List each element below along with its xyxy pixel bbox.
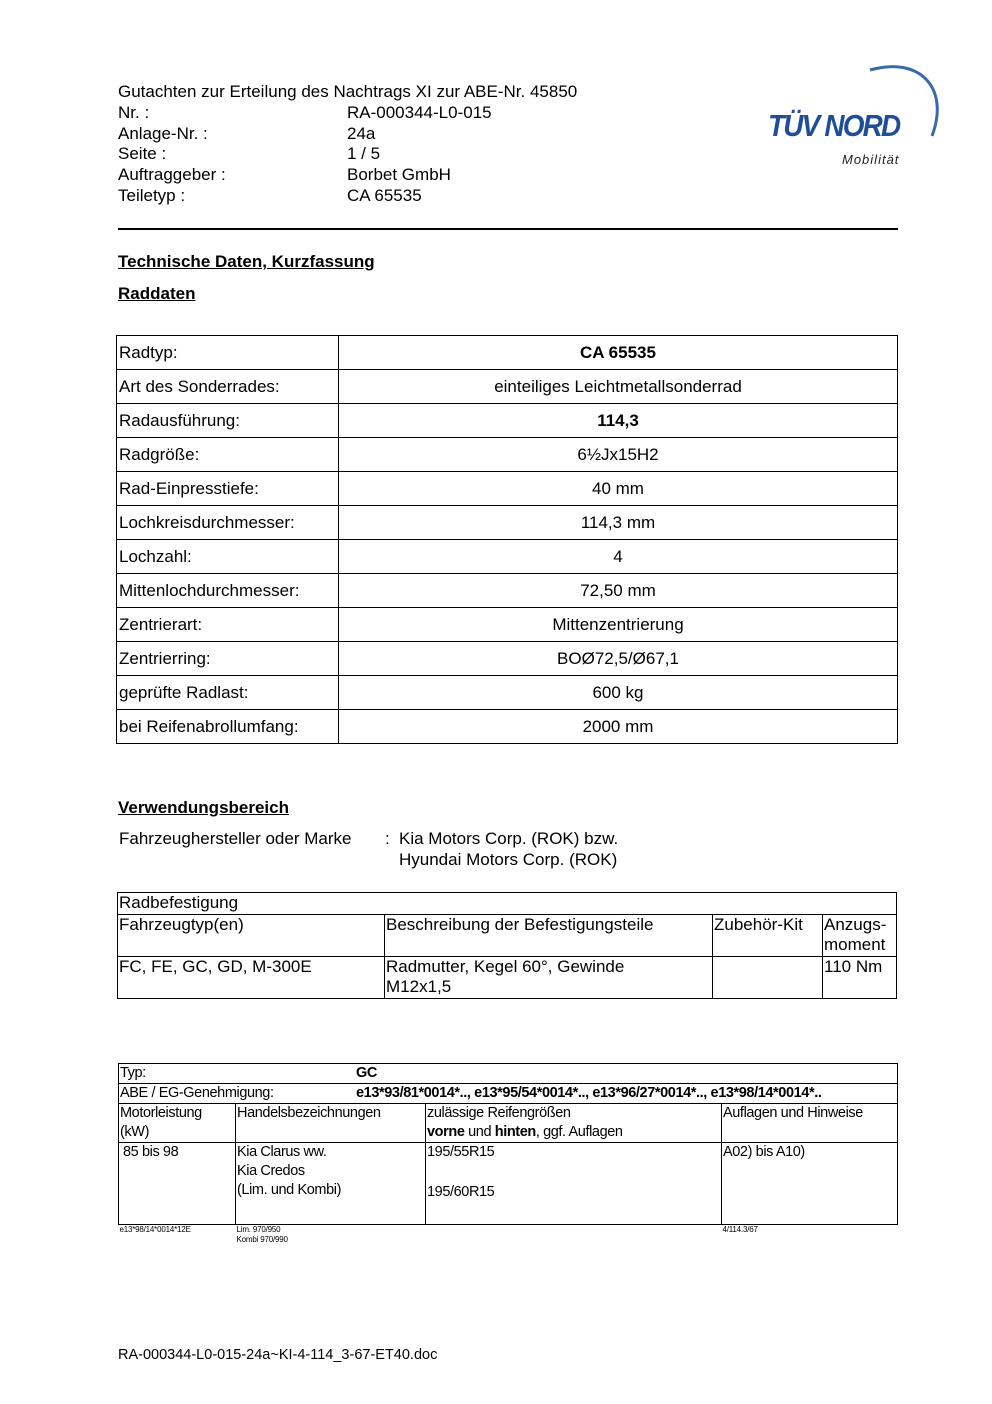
mounting-description [385,956,713,998]
header-value: CA 65535 [347,185,422,205]
header-fahrzeugtyp: Fahrzeugtyp(en) [118,914,385,956]
header-auflagen-hinweise: Auflagen und Hinweise [722,1104,898,1143]
raddaten-label: Rad-Einpresstiefe: [117,472,339,506]
raddaten-label: geprüfte Radlast: [117,676,339,710]
header-motorleistung [119,1104,236,1143]
raddaten-label: Lochzahl: [117,540,339,574]
radbefestigung-table [117,892,897,999]
raddaten-value: 72,50 mm [339,574,898,608]
trade-name: Kia Clarus ww. [237,1144,327,1160]
header-beschreibung: Beschreibung der Befestigungsteile [385,914,713,956]
header-label: Seite : [118,144,167,164]
raddaten-value: 40 mm [339,472,898,506]
table-row [118,956,897,998]
table-row [117,608,898,642]
table-row [117,438,898,472]
abe-row [119,1084,898,1104]
typ-row [119,1064,898,1084]
raddaten-label: Art des Sonderrades: [117,370,339,404]
footer-filename: RA-000344-L0-015-24a~KI-4-114_3-67-ET40.doc [118,1347,438,1363]
table-row [117,642,898,676]
header-reifen-line-2 [427,1123,720,1142]
tyre-size: 195/55R15 [427,1144,495,1160]
table-title-row [118,893,897,915]
header-anzugsmoment [823,914,897,956]
section-subheading-raddaten: Raddaten [118,284,196,303]
header-reifen-line-1: zulässige Reifengrößen [427,1105,571,1121]
document-title: Gutachten zur Erteilung des Nachtrags XI zur ABE-Nr. 45850 [118,82,578,101]
footnote-body-codes [236,1225,426,1246]
header-row-nr [118,103,577,124]
raddaten-table [116,335,898,744]
table-row [117,710,898,744]
table-row [117,540,898,574]
header-value: 24a [347,123,376,143]
document-header [118,82,577,207]
raddaten-value: Mittenzentrierung [339,608,898,642]
mounting-description-line-1: Radmutter, Kegel 60°, Gewinde [386,956,625,976]
accessory-kit [713,956,823,998]
radbefestigung-title: Radbefestigung [118,893,897,915]
trade-names [236,1143,426,1225]
header-motorleistung-line-1: Motorleistung [120,1105,202,1121]
header-hinten: hinten [494,1124,536,1140]
raddaten-label: Zentrierring: [117,642,339,676]
table-row [117,336,898,370]
tuev-nord-logo [760,58,945,173]
header-label: Auftraggeber : [118,165,226,185]
footnote-code: e13*98/14*0014*12E [119,1225,191,1234]
raddaten-value: 600 kg [339,676,898,710]
raddaten-value: 2000 mm [339,710,898,744]
footnote-row [119,1225,898,1246]
raddaten-label: Radtyp: [117,336,339,370]
trade-name: (Lim. und Kombi) [237,1182,341,1198]
table-header-row [119,1104,898,1143]
table-row [117,370,898,404]
manufacturer-separator: : [385,829,390,848]
header-row-anlage [118,124,577,145]
typ-label: Typ: [120,1065,146,1081]
vehicle-type-table [118,1063,898,1245]
manufacturer-label: Fahrzeughersteller oder Marke [119,829,352,848]
manufacturer-line-2: Hyundai Motors Corp. (ROK) [399,850,618,869]
abe-label: ABE / EG-Genehmigung: [120,1085,274,1101]
raddaten-label: Lochkreisdurchmesser: [117,506,339,540]
header-value: 1 / 5 [347,144,381,164]
manufacturer-line-1: Kia Motors Corp. (ROK) bzw. [399,829,619,848]
raddaten-label: Zentrierart: [117,608,339,642]
logo-wordmark: TÜV NORD [768,108,900,143]
table-row [117,472,898,506]
header-handelsbezeichnungen: Handelsbezeichnungen [236,1104,426,1143]
header-row-auftraggeber [118,165,577,186]
header-vorne: vorne [427,1124,465,1140]
raddaten-value: 114,3 mm [339,506,898,540]
table-header-row [118,914,897,956]
raddaten-label: Radgröße: [117,438,339,472]
notes: A02) bis A10) [722,1143,898,1225]
raddaten-label: Mittenlochdurchmesser: [117,574,339,608]
trade-name: Kia Credos [237,1163,305,1179]
header-zubehoer-kit: Zubehör-Kit [713,914,823,956]
header-row-seite [118,144,577,165]
header-auflagen-suffix: , ggf. Auflagen [535,1124,623,1140]
vehicle-types: FC, FE, GC, GD, M-300E [118,956,385,998]
mounting-description-line-2: M12x1,5 [386,977,452,996]
raddaten-value: CA 65535 [339,336,898,370]
table-row [117,676,898,710]
header-label: Nr. : [118,102,150,122]
section-heading-technische-daten: Technische Daten, Kurzfassung [118,252,375,271]
raddaten-label: Radausführung: [117,404,339,438]
table-row [117,404,898,438]
header-row-teiletyp [118,186,577,207]
raddaten-value: 6½Jx15H2 [339,438,898,472]
header-moment: moment [824,935,886,954]
raddaten-value: 114,3 [339,404,898,438]
section-heading-verwendungsbereich: Verwendungsbereich [118,798,289,817]
table-row [117,574,898,608]
logo-subtitle: Mobilität [842,152,900,167]
table-row [119,1143,898,1225]
typ-value: GC [356,1065,377,1081]
header-anzugs: Anzugs- [824,914,887,934]
header-label: Teiletyp : [118,185,186,205]
tightening-torque: 110 Nm [823,956,897,998]
header-reifengroessen [426,1104,722,1143]
header-divider [118,228,898,230]
raddaten-value: BOØ72,5/Ø67,1 [339,642,898,676]
manufacturer-block [119,828,618,870]
raddaten-value: einteiliges Leichtmetallsonderrad [339,370,898,404]
table-row [117,506,898,540]
header-label: Anlage-Nr. : [118,123,208,143]
footnote-ref: 4/114.3/67 [722,1225,758,1234]
footnote-lim: Lim. 970/950 [236,1225,281,1234]
footnote-kombi: Kombi 970/990 [236,1235,288,1244]
header-value: Borbet GmbH [347,165,451,185]
raddaten-value: 4 [339,540,898,574]
header-und: und [464,1124,495,1140]
raddaten-label: bei Reifenabrollumfang: [117,710,339,744]
tyre-sizes [426,1143,722,1225]
header-motorleistung-line-2: (kW) [120,1124,149,1140]
tyre-size: 195/60R15 [427,1184,495,1200]
engine-power: 85 bis 98 [123,1144,179,1160]
header-value: RA-000344-L0-015 [347,102,492,122]
abe-value: e13*93/81*0014*.., e13*95/54*0014*.., e13*96/27*0014*.., e13*98/14*0014*.. [356,1085,822,1101]
